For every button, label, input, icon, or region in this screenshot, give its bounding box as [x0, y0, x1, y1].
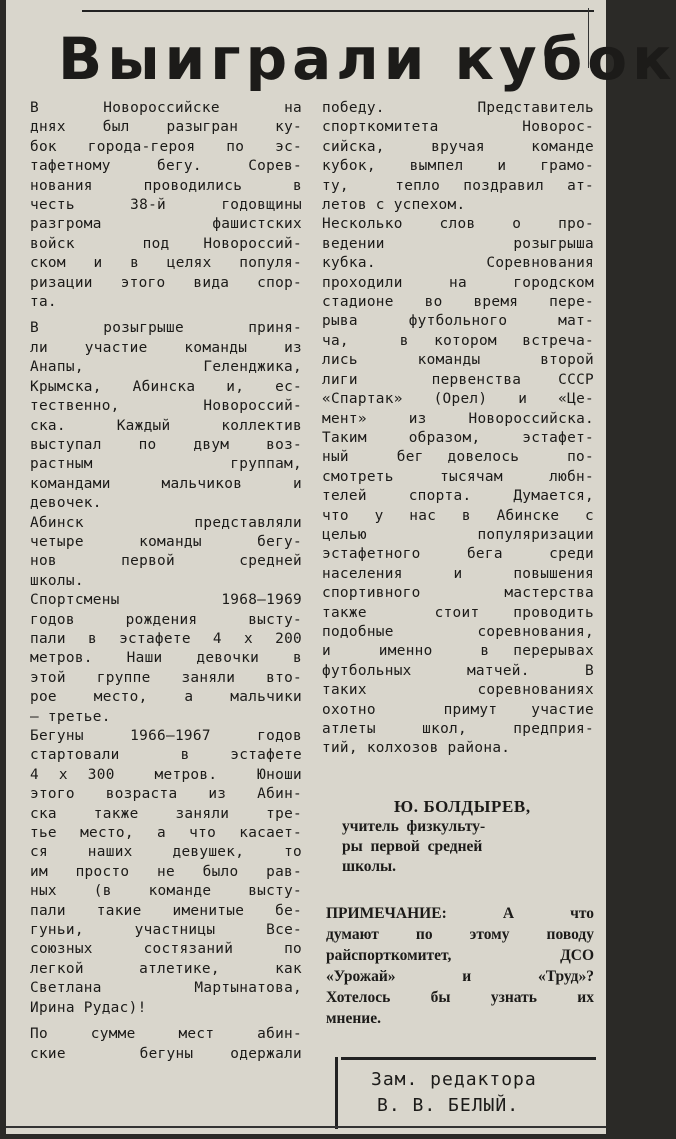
text-line: сийска, вручая команде: [322, 138, 594, 155]
text-line: школы.: [30, 572, 84, 589]
author-title-line: ры первой средней: [342, 838, 483, 855]
text-line: Ирина Рудас)!: [30, 999, 147, 1016]
note-line: мнение.: [326, 1010, 381, 1027]
text-line: В розыгрыше приня-: [30, 320, 302, 337]
paragraph-gap: [30, 1018, 302, 1025]
text-line: та.: [30, 294, 57, 311]
text-line: По сумме мест абин-: [30, 1026, 302, 1043]
text-line: населения и повышения: [322, 565, 594, 582]
text-line: четыре команды бегу-: [30, 533, 302, 550]
text-line: войск под Новороссий-: [30, 235, 302, 252]
text-line: 4 х 300 метров. Юноши: [30, 766, 302, 783]
text-line: растным группам,: [30, 456, 302, 473]
text-line: ный бег довелось по-: [322, 449, 594, 466]
text-line: стартовали в эстафете: [30, 747, 302, 764]
text-line: Анапы, Геленджика,: [30, 359, 302, 376]
editorial-note: [326, 903, 594, 1029]
text-line: лиги первенства СССР: [322, 371, 594, 388]
article-column-left: [30, 99, 302, 1064]
text-line: тественно, Новороссий-: [30, 398, 302, 415]
note-line: «Урожай» и «Труд»?: [326, 968, 594, 985]
text-line: эстафетного бега среди: [322, 546, 594, 563]
editor-role: Зам. редактора: [371, 1069, 537, 1090]
text-line: что у нас в Абинске с: [322, 507, 594, 524]
text-line: разгрома фашистских: [30, 216, 302, 233]
text-line: пали такие именитые бе-: [30, 902, 302, 919]
top-rule: [82, 10, 594, 12]
text-line: днях был разыгран ку-: [30, 119, 302, 136]
note-line: Хотелось бы узнать их: [326, 989, 594, 1006]
note-line: ПРИМЕЧАНИЕ: А что: [326, 905, 594, 922]
text-line: ризации этого вида спор-: [30, 274, 302, 291]
text-line: охотно примут участие: [322, 701, 594, 718]
paragraph-gap: [30, 312, 302, 319]
text-line: также стоит проводить: [322, 604, 594, 621]
text-line: бок города-героя по эс-: [30, 138, 302, 155]
headline: Выиграли кубок: [58, 25, 676, 93]
author-name: Ю. БОЛДЫРЕВ,: [394, 797, 531, 816]
text-line: Таким образом, эстафет-: [322, 429, 594, 446]
text-line: лись команды второй: [322, 352, 594, 369]
author-title-line: учитель физкульту-: [342, 818, 486, 835]
note-line: думают по этому поводу: [326, 926, 594, 943]
text-line: рое место, а мальчики: [30, 689, 302, 706]
text-line: легкой атлетике, как: [30, 960, 302, 977]
text-line: этого возраста из Абин-: [30, 786, 302, 803]
text-line: «Спартак» (Орел) и «Це-: [322, 391, 594, 408]
text-line: подобные соревнования,: [322, 623, 594, 640]
text-line: Светлана Мартынатова,: [30, 980, 302, 997]
text-line: Абинск представляли: [30, 514, 302, 531]
text-line: Спортсмены 1968—1969: [30, 592, 302, 609]
text-line: тафетному бегу. Сорев-: [30, 158, 302, 175]
text-line: ча, в котором встреча-: [322, 332, 594, 349]
text-line: ска. Каждый коллектив: [30, 417, 302, 434]
text-line: ных (в команде высту-: [30, 883, 302, 900]
editor-rule-top: [341, 1057, 596, 1060]
editor-rule-left: [335, 1057, 338, 1129]
text-line: годов рождения высту-: [30, 611, 302, 628]
article-column-right: [322, 99, 594, 759]
text-line: спорткомитета Новорос-: [322, 119, 594, 136]
text-line: мент» из Новороссийска.: [322, 410, 594, 427]
author-title-line: школы.: [342, 858, 397, 875]
text-line: и именно в перерывах: [322, 643, 594, 660]
text-line: нов первой средней: [30, 553, 302, 570]
signature: [342, 797, 594, 877]
text-line: тий, колхозов района.: [322, 740, 511, 757]
text-line: — третье.: [30, 708, 111, 725]
text-line: этой группе заняли вто-: [30, 669, 302, 686]
text-line: командами мальчиков и: [30, 475, 302, 492]
text-line: ские бегуны одержали: [30, 1045, 302, 1062]
text-line: ли участие команды из: [30, 339, 302, 356]
text-line: нования проводились в: [30, 177, 302, 194]
text-line: честь 38-й годовщины: [30, 197, 302, 214]
text-line: Бегуны 1966—1967 годов: [30, 728, 302, 744]
text-line: им просто не было рав-: [30, 863, 302, 880]
text-line: выступал по двум воз-: [30, 436, 302, 453]
text-line: смотреть тысячам любн-: [322, 468, 594, 485]
text-line: ска также заняли тре-: [30, 805, 302, 822]
text-line: пали в эстафете 4 х 200: [30, 630, 302, 647]
note-line: райспорткомитет, ДСО: [326, 947, 594, 964]
text-line: девочек.: [30, 495, 102, 512]
text-line: гуньи, участницы Все-: [30, 922, 302, 939]
newspaper-clipping: [6, 0, 676, 1134]
text-line: стадионе во время пере-: [322, 294, 594, 311]
text-line: ся наших девушек, то: [30, 844, 302, 861]
text-line: атлеты школ, предприя-: [322, 721, 594, 737]
text-line: победу. Представитель: [322, 100, 594, 116]
editor-name: В. В. БЕЛЫЙ.: [377, 1095, 520, 1116]
text-line: Несколько слов о про-: [322, 216, 594, 233]
text-line: тье место, а что касает-: [30, 825, 302, 842]
text-line: кубка. Соревнования: [322, 255, 594, 272]
text-line: рыва футбольного мат-: [322, 313, 594, 330]
text-line: Крымска, Абинска и, ес-: [30, 378, 302, 395]
text-line: союзных состязаний по: [30, 941, 302, 958]
text-line: спортивного мастерства: [322, 585, 594, 602]
bottom-rule: [6, 1126, 606, 1128]
editor-credit: [331, 1053, 596, 1131]
text-line: кубок, вымпел и грамо-: [322, 158, 594, 175]
text-line: футбольных матчей. В: [322, 662, 594, 679]
text-line: метров. Наши девочки в: [30, 650, 302, 667]
text-line: таких соревнованиях: [322, 682, 594, 699]
text-line: проходили на городском: [322, 274, 594, 291]
text-line: телей спорта. Думается,: [322, 488, 594, 505]
text-line: летов с успехом.: [322, 197, 466, 214]
text-line: В Новороссийске на: [30, 100, 302, 116]
text-line: ском и в целях популя-: [30, 255, 302, 272]
text-line: ту, тепло поздравил ат-: [322, 177, 594, 194]
text-line: целью популяризации: [322, 526, 594, 543]
text-line: ведении розыгрыша: [322, 235, 594, 252]
